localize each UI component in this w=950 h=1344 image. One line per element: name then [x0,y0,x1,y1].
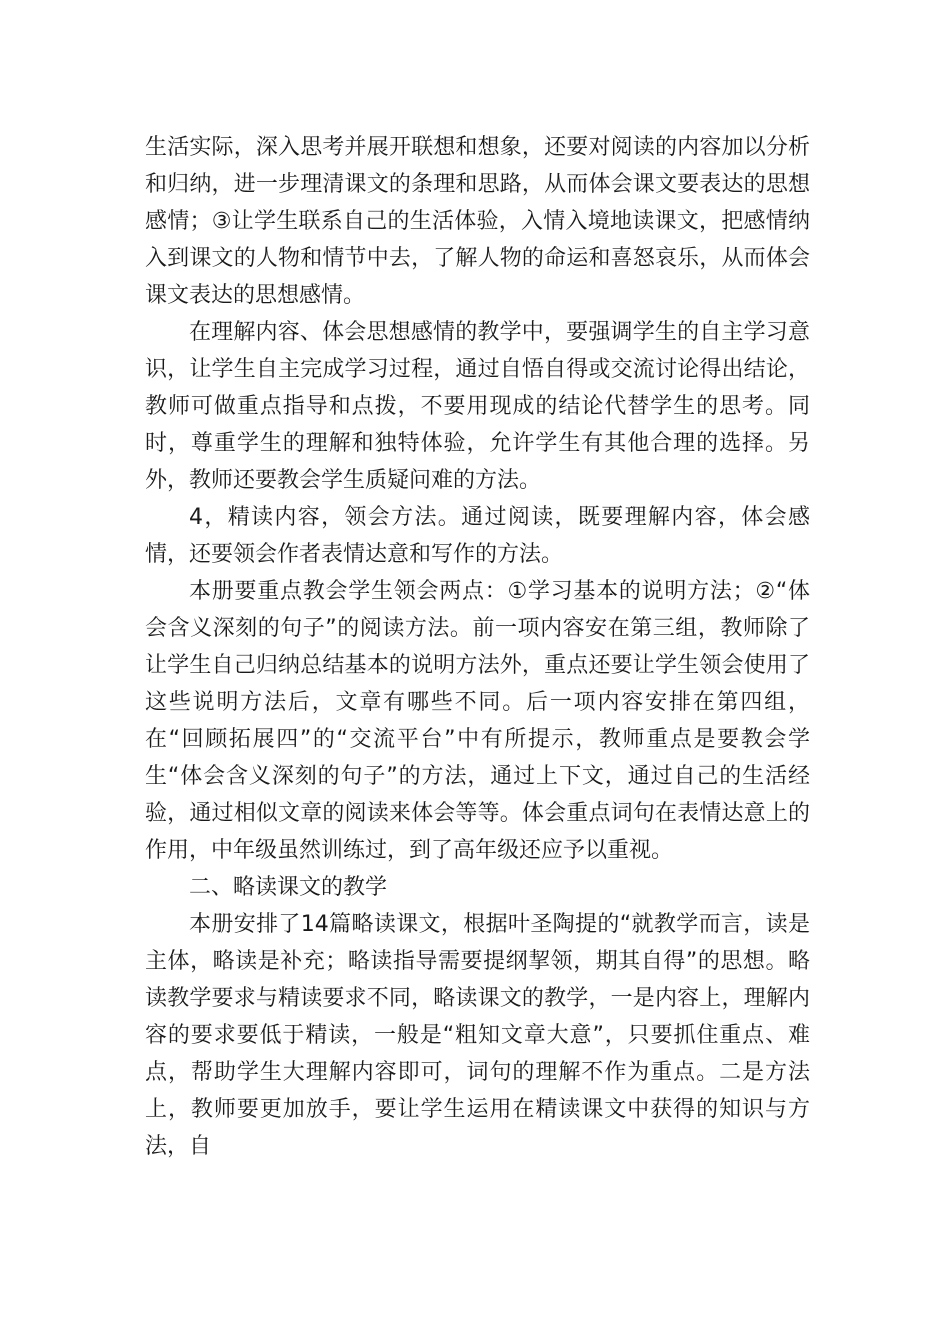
paragraph-5: 本册安排了14篇略读课文，根据叶圣陶提的“就教学而言，读是主体，略读是补充；略读指导需要提纲挈领，期其自得”的思想。略读教学要求与精读要求不同，略读课文的教学，一是内容上，理解内容的要求要低于精读，一般是“粗知文章大意”，只要抓住重点、难点，帮助学生大理解内容即可，词句的理解不作为重点。二是方法上，教师要更加放手，要让学生运用在精读课文中获得的知识与方法，自 [145,912,810,1159]
paragraph-4: 本册要重点教会学生领会两点：①学习基本的说明方法；②“体会含义深刻的句子”的阅读方法。前一项内容安在第三组，教师除了让学生自己归纳总结基本的说明方法外，重点还要让学生领会使用了这些说明方法后，文章有哪些不同。后一项内容安排在第四组，在“回顾拓展四”的“交流平台”中有所提示，教师重点是要教会学生“体会含义深刻的句子”的方法，通过上下文，通过自己的生活经验，通过相似文章的阅读来体会等等。体会重点词句在表情达意上的作用，中年级虽然训练过，到了高年级还应予以重视。 [145,579,810,863]
section-heading: 二、略读课文的教学 [189,875,388,900]
paragraph-2: 在理解内容、体会思想感情的教学中，要强调学生的自主学习意识，让学生自主完成学习过程，通过自悟自得或交流讨论得出结论，教师可做重点指导和点拨，不要用现成的结论代替学生的思考。同时，尊重学生的理解和独特体验，允许学生有其他合理的选择。另外，教师还要教会学生质疑问难的方法。 [145,320,810,493]
paragraph-1: 生活实际，深入思考并展开联想和想象，还要对阅读的内容加以分析和归纳，进一步理清课文的条理和思路，从而体会课文要表达的思想感情；③让学生联系自己的生活体验，入情入境地读课文，把感情纳入到课文的人物和情节中去，了解人物的命运和喜怒哀乐，从而体会课文表达的思想感情。 [145,135,810,308]
document-body [145,129,810,1165]
paragraph-3: 4，精读内容，领会方法。通过阅读，既要理解内容，体会感情，还要领会作者表情达意和写作的方法。 [145,505,810,567]
